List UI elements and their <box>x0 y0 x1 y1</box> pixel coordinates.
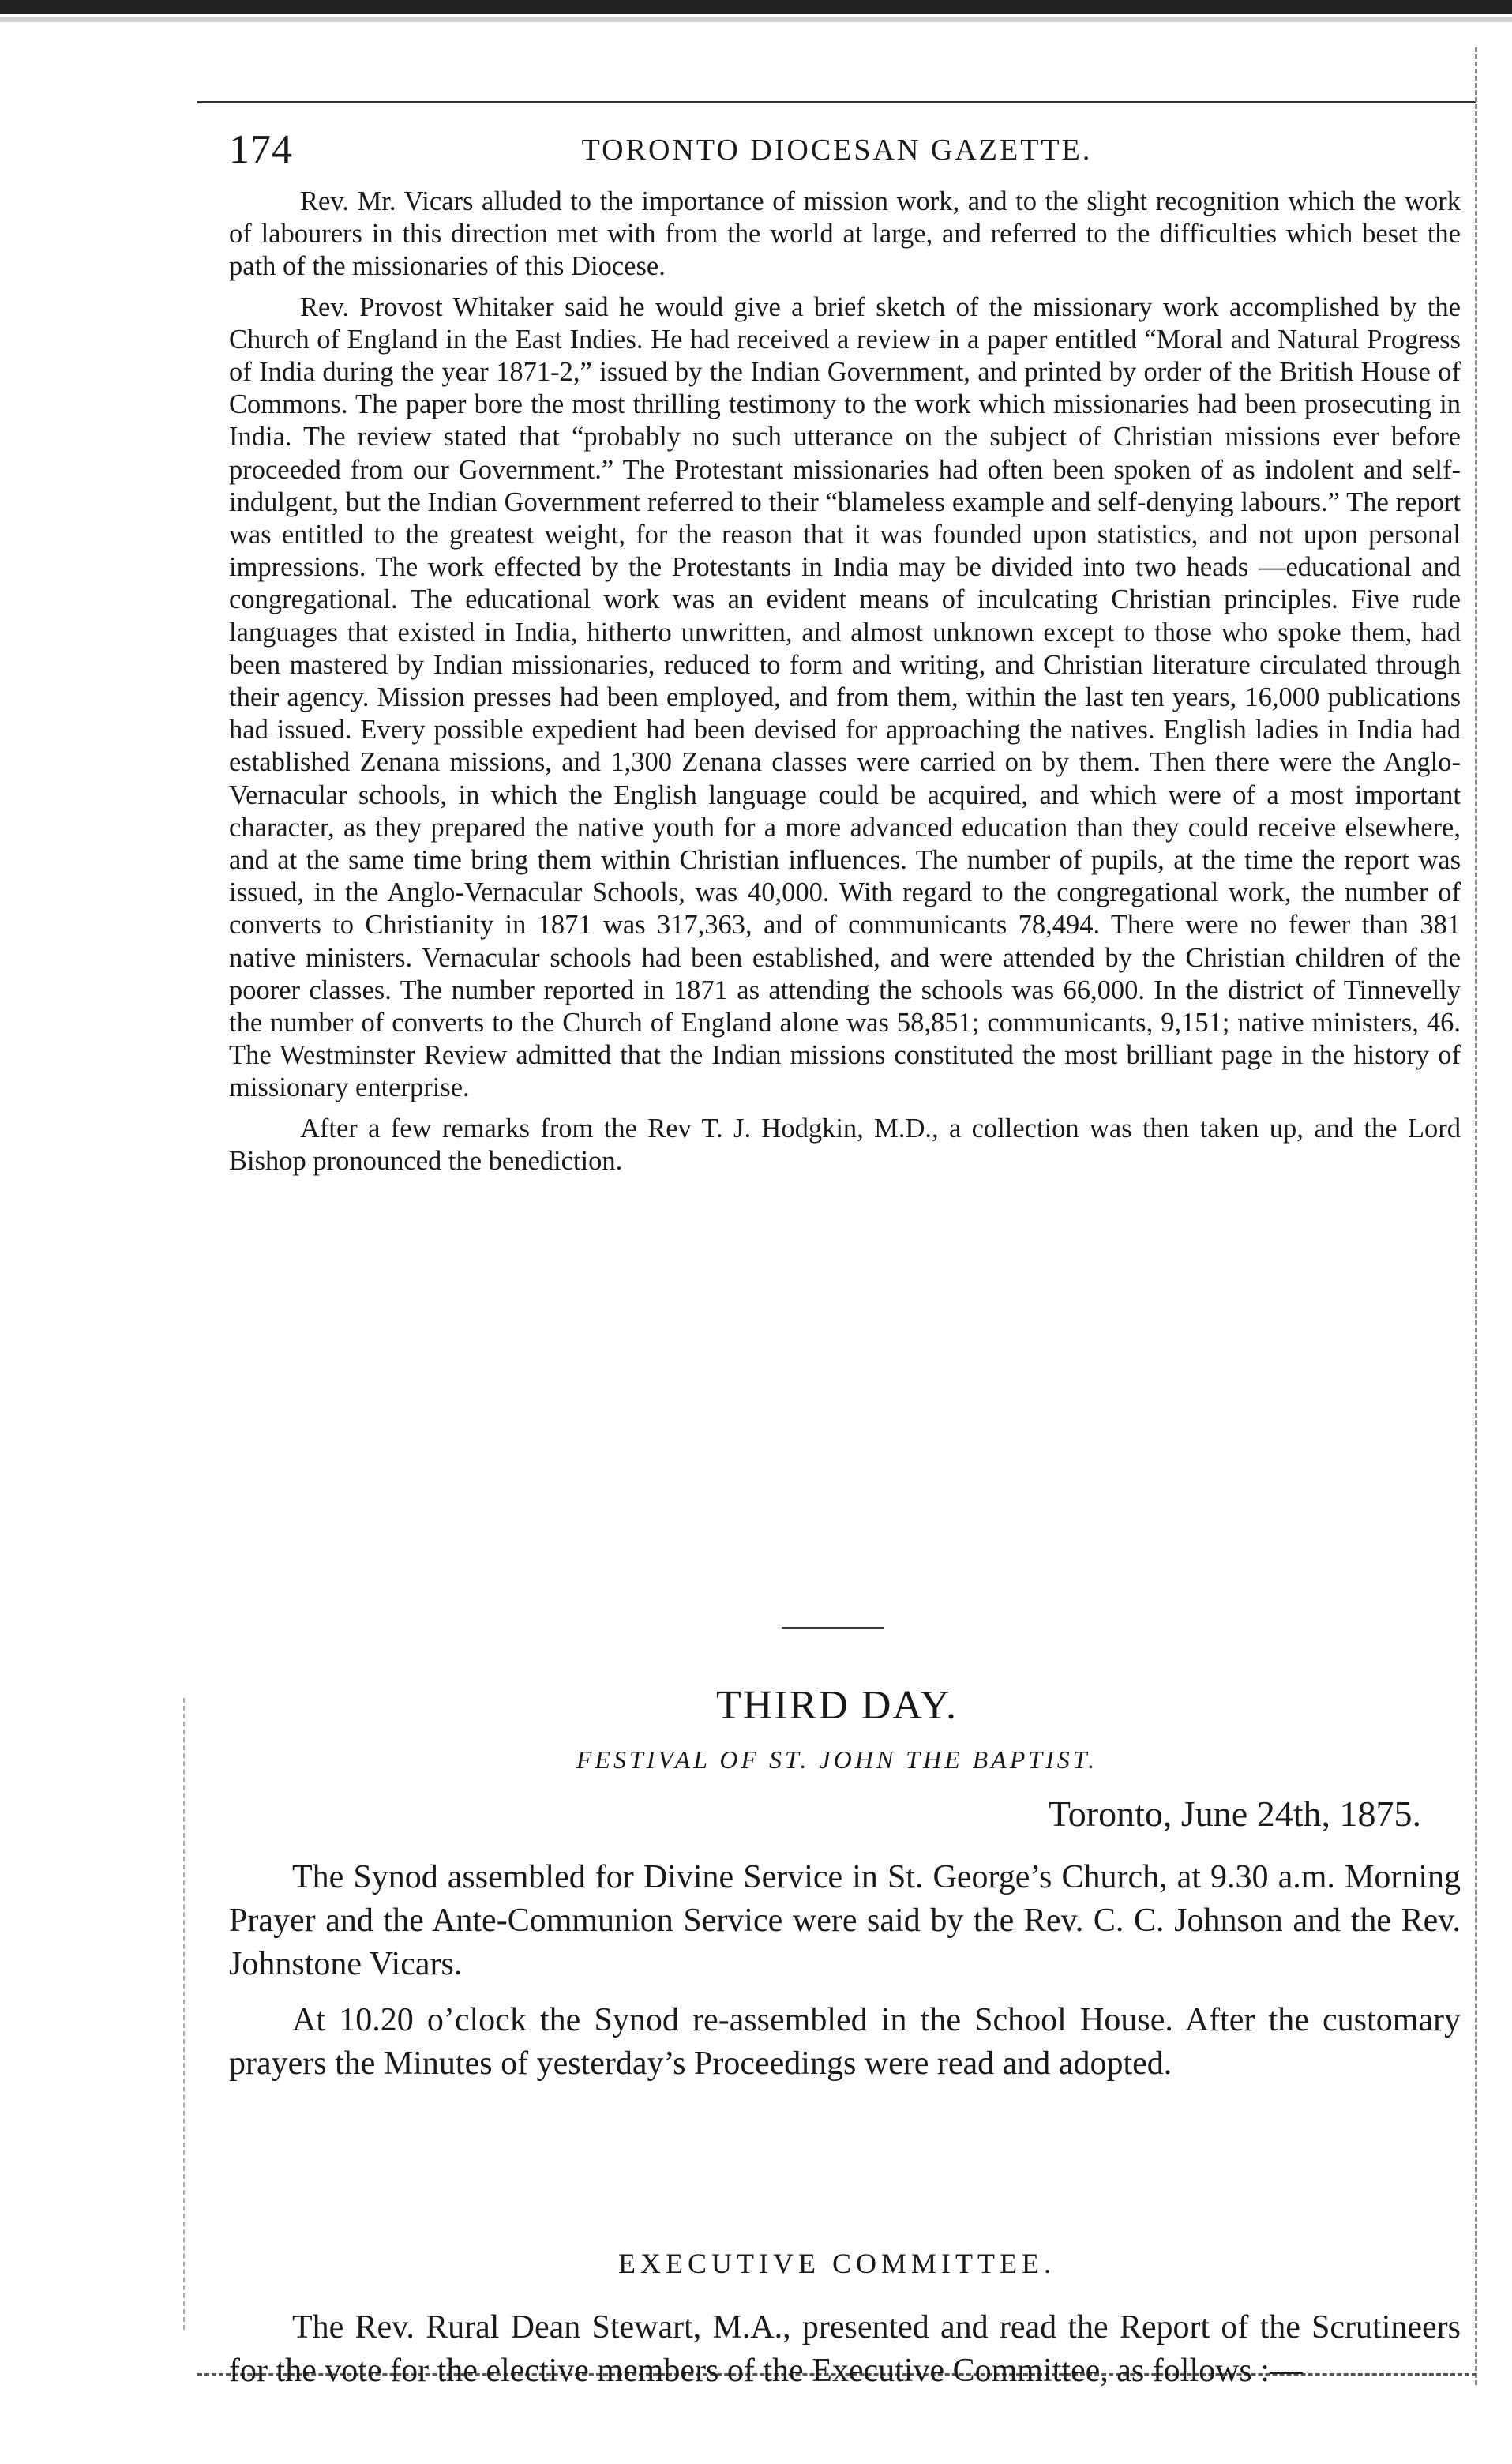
journal-title: TORONTO DIOCESAN GAZETTE. <box>581 133 1093 167</box>
committee-heading: EXECUTIVE COMMITTEE. <box>618 2248 1056 2279</box>
page-number: 174 <box>229 127 293 172</box>
paragraph-divine-service: The Synod assembled for Divine Service in St. George’s Church, at 9.30 a.m. Morning Prayer and the Ante-Communion Service were said by the Rev. C. C. Johnson and the Rev. Johnstone Vicars. <box>229 1859 1461 1982</box>
gazette-page <box>197 95 1476 2389</box>
section-divider <box>782 1627 884 1629</box>
paragraph-reassembled: At 10.20 o’clock the Synod re-assembled in the School House. After the customary prayers the Minutes of yesterday’s Proceedings were read and adopted. <box>229 2002 1461 2082</box>
paragraph-hodgkin: After a few remarks from the Rev T. J. Hodgkin, M.D., a collection was then taken up, and the Lord Bishop pronounced the benediction. <box>229 1113 1461 1176</box>
third-day-text <box>229 1856 1461 2098</box>
dateline: Toronto, June 24th, 1875. <box>1048 1794 1421 1834</box>
proceedings-text <box>229 186 1461 1185</box>
paragraph-scrutineers: The Rev. Rural Dean Stewart, M.A., presented and read the Report of the Scrutineers for the vote for the elective members of the Executive Committee, as follows :— <box>229 2309 1461 2389</box>
paragraph-vicars: Rev. Mr. Vicars alluded to the importance of mission work, and to the slight recognition which the work of labourers in this direction met with from the world at large, and referred to the difficulties which beset the path of the missionaries of this Diocese. <box>229 186 1461 282</box>
section-subtitle: FESTIVAL OF ST. JOHN THE BAPTIST. <box>576 1745 1098 1774</box>
committee-text <box>229 2306 1461 2393</box>
section-title: THIRD DAY. <box>715 1683 959 1728</box>
running-head <box>197 126 1476 174</box>
top-border-rule <box>0 0 1512 14</box>
left-edge-rule <box>183 1698 186 2330</box>
paragraph-whitaker: Rev. Provost Whitaker said he would give a brief sketch of the missionary work accomplished by the Church of England in the East Indies. He had received a review in a paper entitled “Moral and Natural Progress of India during the year 1871-2,” issued by the Indian Government, and printed by order of the British House of Commons. The paper bore the most thrilling testimony to the work which missionaries had been prosecuting in India. The review stated that “probably no such utterance on the subject of Christian missions ever before proceeded from our Government.” The Protestant missionaries had often been spoken of as indolent and self-indulgent, but the Indian Government referred to their “blameless example and self-denying labours.” The report was entitled to the greatest weight, for the reason that it was founded upon statistics, and not upon personal impressions. The work effected by the Protestants in India may be divided into two heads —educational and congregational. The educational work was an evident means of inculcating Christian principles. Five rude languages that existed in India, hitherto unwritten, and almost unknown except to those who spoke them, had been mastered by Indian missionaries, reduced to form and writing, and Christian literature circulated through their agency. Mission presses had been employed, and from them, within the last ten years, 16,000 publications had issued. Every possible expedient had been devised for approaching the natives. English ladies in India had established Zenana missions, and 1,300 Zenana classes were carried on by them. Then there were the Anglo-Vernacular schools, in which the English language could be acquired, and which were of a most important character, as they prepared the native youth for a more advanced education than they could receive elsewhere, and at the same time bring them within Christian influences. The number of pupils, at the time the report was issued, in the Anglo-Vernacular Schools, was 40,000. With regard to the congregational work, the number of converts to Christianity in 1871 was 317,363, and of communicants 78,494. There were no fewer than 381 native ministers. Vernacular schools had been established, and were attended by the Christian children of the poorer classes. The number reported in 1871 as attending the schools was 66,000. In the district of Tinnevelly the number of converts to the Church of England alone was 58,851; communicants, 9,151; native ministers, 46. The Westminster Review admitted that the Indian missions constituted the most brilliant page in the history of missionary enterprise. <box>229 291 1461 1103</box>
top-border-shadow <box>0 17 1512 22</box>
